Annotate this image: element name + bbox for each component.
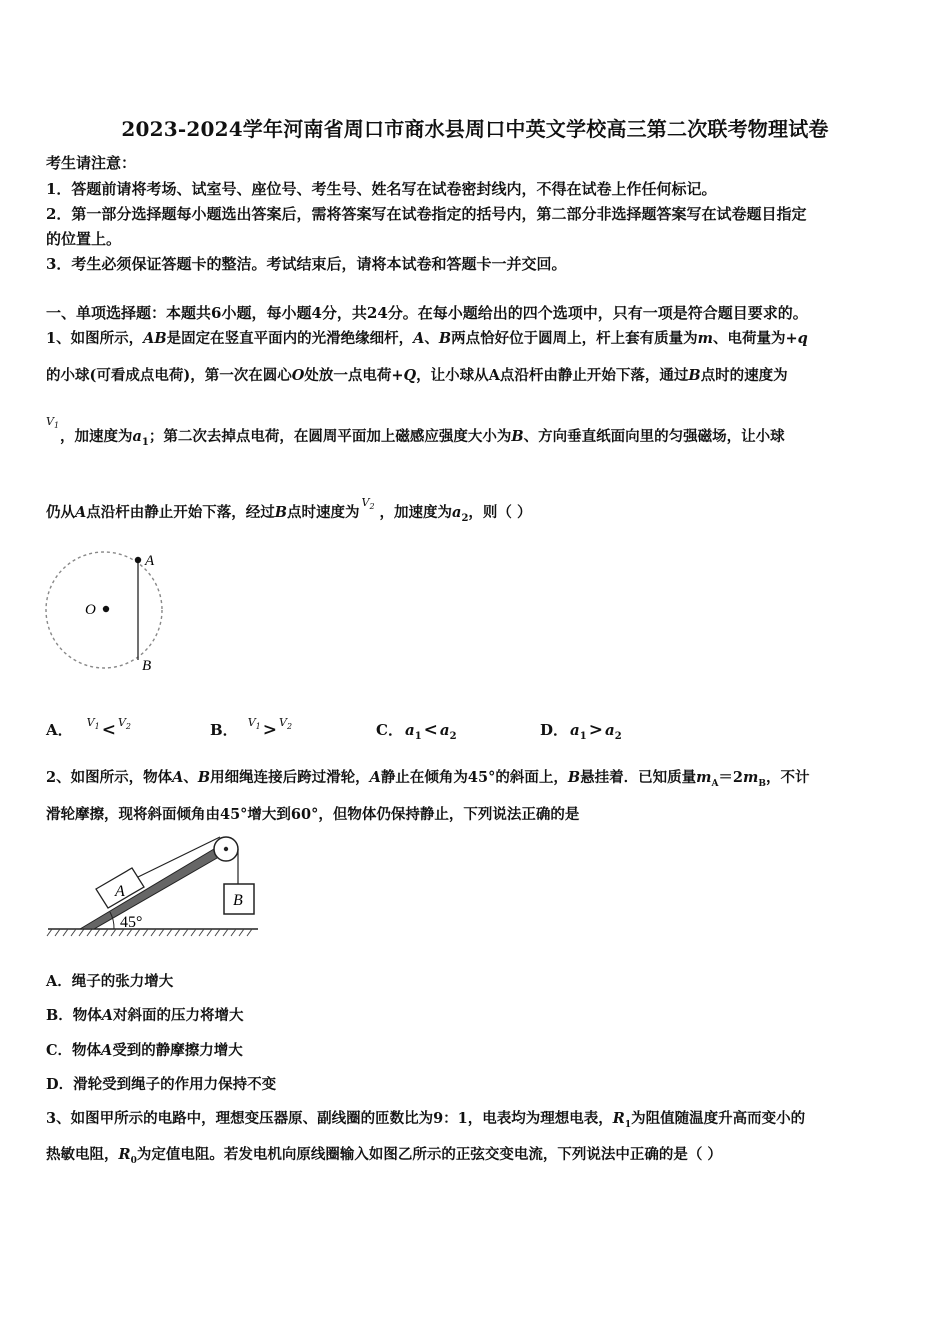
q3-line-2: 热敏电阻，$R_0$为定值电阻。若发电机向原线圈输入如图乙所示的正弦交变电流，下列说法中正确的是（ ） — [46, 1146, 722, 1166]
q1-option-a[interactable]: A． $^{V_1}$ < $^{V_2}$ — [46, 716, 131, 740]
q3-line-1: 3、如图甲所示的电路中，理想变压器原、副线圈的匝数比为9：1，电表均为理想电表，$R_1$为阻值随温度升高而变小的 — [46, 1110, 806, 1130]
notice-item: 的位置上。 — [46, 230, 122, 248]
q1-option-c[interactable]: C． $a_1 < a_2$ — [376, 720, 457, 742]
notice-item: 2．第一部分选择题每小题选出答案后，需将答案写在试卷指定的括号内，第二部分非选择题答案写在试卷题目指定 — [46, 205, 807, 223]
q1-line-4: 仍从A点沿杆由静止开始下落，经过B点时速度为 $V_2$ ，加速度为$a_2$，则（ ） — [46, 496, 532, 524]
ground-hatch — [47, 929, 252, 936]
block-b-label: B — [233, 892, 243, 909]
notice-item: 3．考生必须保证答题卡的整洁。考试结束后，请将本试卷和答题卡一并交回。 — [46, 255, 567, 273]
notice-item: 1．答题前请将考场、试室号、座位号、考生号、姓名写在试卷密封线内，不得在试卷上作任何标记。 — [46, 180, 717, 198]
q2-line-2: 滑轮摩擦，现将斜面倾角由45°增大到60°，但物体仍保持静止，下列说法正确的是 — [46, 806, 580, 823]
q1-option-b[interactable]: B． $^{V_1}$ > $^{V_2}$ — [210, 716, 293, 740]
page-title: 2023-2024学年河南省周口市商水县周口中英文学校高三第二次联考物理试卷 — [121, 117, 829, 141]
q2-option-a[interactable]: A．绳子的张力增大 — [46, 973, 174, 990]
label-a: A — [145, 553, 155, 569]
q1-option-d[interactable]: D． $a_1 > a_2$ — [540, 720, 622, 742]
section-heading: 一、单项选择题：本题共6小题，每小题4分，共24分。在每小题给出的四个选项中，只有一项是符合题目要求的。 — [46, 304, 808, 322]
q1-line-3: $V_1$ ，加速度为$a_1$；第二次去掉点电荷，在圆周平面加上磁感应强度大小为B、方向垂直纸面向里的匀强磁场，让小球 — [46, 415, 785, 448]
q2-option-b[interactable]: B．物体A对斜面的压力将增大 — [46, 1007, 244, 1024]
label-b: B — [142, 658, 152, 674]
q1-line-2: 的小球(可看成点电荷)，第一次在圆心O处放一点电荷+Q，让小球从A点沿杆由静止开始下落，通过B点时的速度为 — [46, 367, 788, 384]
notice-heading: 考生请注意： — [46, 154, 137, 172]
q1-line-1: 1、如图所示，AB是固定在竖直平面内的光滑绝缘细杆，A、B两点恰好位于圆周上，杆上套有质量为m、电荷量为+q — [46, 330, 808, 347]
point-a — [135, 557, 141, 563]
q2-option-d[interactable]: D．滑轮受到绳子的作用力保持不变 — [46, 1076, 277, 1093]
pulley-axle — [224, 847, 228, 851]
q2-line-1: 2、如图所示，物体A、B用细绳连接后跨过滑轮，A静止在倾角为45°的斜面上，B悬挂着．已知质量$m_A=2m_B$，不计 — [46, 769, 810, 789]
point-o — [103, 606, 109, 612]
block-a-label: A — [115, 883, 125, 900]
label-o: O — [85, 602, 96, 618]
angle-label: 45° — [120, 914, 143, 931]
q1-figure — [40, 548, 180, 678]
q2-figure — [44, 832, 264, 942]
q2-option-c[interactable]: C．物体A受到的静摩擦力增大 — [46, 1042, 243, 1059]
